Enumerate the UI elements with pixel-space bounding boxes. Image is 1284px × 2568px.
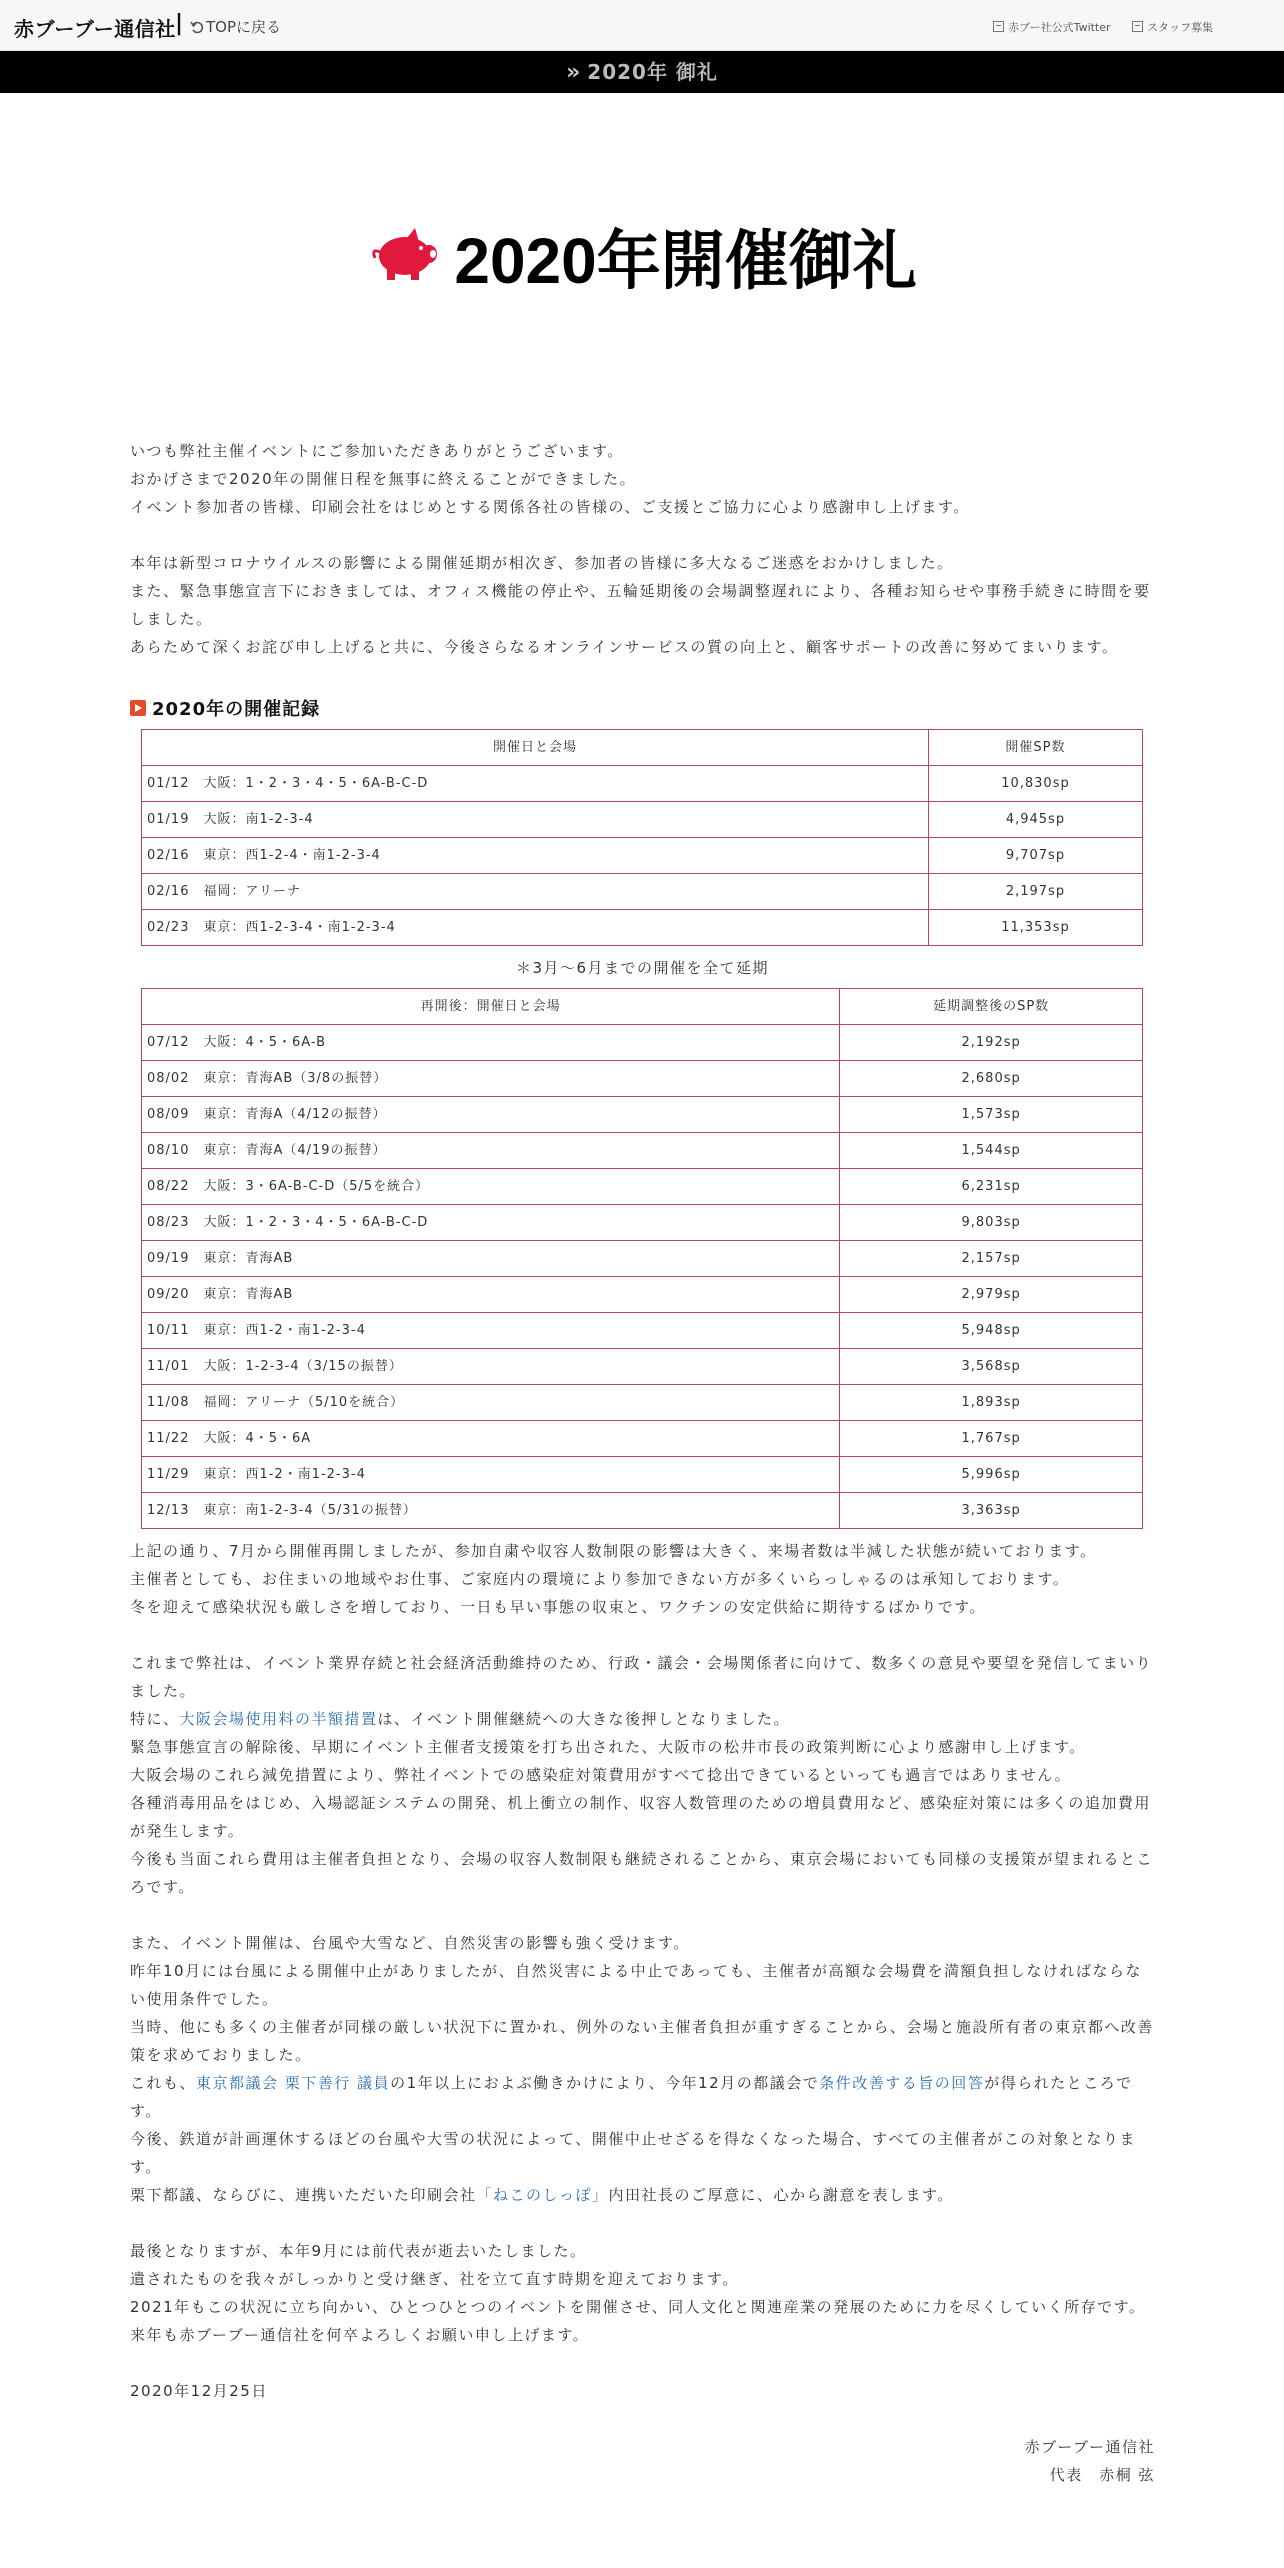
body-line [130,1705,1155,1733]
back-to-top-link[interactable] [190,16,281,37]
osaka-fee-link[interactable]: 大阪会場使用料の半額措置 [179,1710,378,1728]
table-row [142,1169,1143,1205]
table-row [142,1277,1143,1313]
section-heading-text: 2020年の開催記録 [152,699,321,720]
council-member-link[interactable]: 東京都議会 栗下善行 議員 [196,2074,391,2092]
body-line: 主催者としても、お住まいの地域やお仕事、ご家庭内の環境により参加できない方が多くいらっしゃるのは承知しております。 [130,1570,1070,1588]
undo-icon [190,20,204,34]
text-span: が得られたところです。 [130,2074,1133,2120]
venue-cell: 02/16 東京：西1-2-4・南1-2-3-4 [142,838,929,874]
sp-count-cell: 1,767sp [840,1421,1143,1457]
body-line: 遺されたものを我々がしっかりと受け継ぎ、社を立て直す時期を迎えております。 [130,2270,739,2288]
venue-cell: 08/22 大阪：3・6A-B-C-D（5/5を統合） [142,1169,840,1205]
sp-count-cell: 1,544sp [840,1133,1143,1169]
body-line: 当時、他にも多くの主催者が同様の厳しい状況下に置かれ、例外のない主催者負担が重すぎることから、会場と施設所有者の東京都へ改善策を求めておりました。 [130,2018,1154,2064]
table-row [142,1457,1143,1493]
body-line: 最後となりますが、本年9月には前代表が逝去いたしました。 [130,2242,587,2260]
body-line: これまで弊社は、イベント業界存続と社会経済活動維持のため、行政・議会・会場関係者に向けて、数多くの意見や要望を発信してまいりました。 [130,1654,1153,1700]
twitter-link-label: 赤ブー社公式Twitter [1008,21,1111,34]
body-line: 緊急事態宣言の解除後、早期にイベント主催者支援策を打ち出された、大阪市の松井市長の政策判断に心より感謝申し上げます。 [130,1738,1086,1756]
venue-cell: 11/08 福岡：アリーナ（5/10を統合） [142,1385,840,1421]
body-line [130,2069,1155,2125]
twitter-link[interactable] [993,19,1111,35]
postpone-note: ＊3月～6月までの開催を全て延期 [515,959,770,977]
staff-recruit-link[interactable] [1132,19,1213,35]
table-row [142,1097,1143,1133]
venue-cell: 02/23 東京：西1-2-3-4・南1-2-3-4 [142,910,929,946]
sp-count-cell: 2,680sp [840,1061,1143,1097]
main-content [130,437,1155,2489]
body-line: 2021年もこの状況に立ち向かい、ひとつひとつのイベントを開催させ、同人文化と関連産業の発展のために力を尽くしていく所存です。 [130,2298,1146,2316]
table-row [142,1493,1143,1529]
title-bar-text: 2020年 御礼 [587,60,718,84]
intro-line: あらためて深くお詫び申し上げると共に、今後さらなるオンラインサービスの質の向上と、顧客サポートの改善に努めてまいります。 [130,638,1119,656]
table-row [142,1421,1143,1457]
events-table [141,729,1143,946]
table-row [142,1205,1143,1241]
intro-line: イベント参加者の皆様、印刷会社をはじめとする関係各社の皆様の、ご支援とご協力に心より感謝申し上げます。 [130,498,970,516]
intro-line: いつも弊社主催イベントにご参加いただきありがとうございます。 [130,442,624,460]
body-line: 昨年10月には台風による開催中止がありましたが、自然災害による中止であっても、主催者が高額な会場費を満額負担しなければならない使用条件でした。 [130,1962,1142,2008]
double-chevron-icon: » [566,60,582,85]
venue-cell: 11/01 大阪：1-2-3-4（3/15の振替） [142,1349,840,1385]
brand-logo[interactable]: 赤ブーブー通信社 [14,17,176,41]
venue-cell: 07/12 大阪：4・5・6A-B [142,1025,840,1061]
representative: 代表 赤桐 弦 [1049,2466,1155,2484]
section-heading [130,695,1155,725]
venue-cell: 10/11 東京：西1-2・南1-2-3-4 [142,1313,840,1349]
venue-cell: 11/22 大阪：4・5・6A [142,1421,840,1457]
table-row [142,1025,1143,1061]
body-line: 冬を迎えて感染状況も厳しさを増しており、一日も早い事態の収束と、ワクチンの安定供給に期待するばかりです。 [130,1598,987,1616]
intro-line: おかげさまで2020年の開催日程を無事に終えることができました。 [130,470,637,488]
company-name: 赤ブーブー通信社 [1024,2438,1155,2456]
venue-cell: 11/29 東京：西1-2・南1-2-3-4 [142,1457,840,1493]
table-row [142,1349,1143,1385]
venue-cell: 08/23 大阪：1・2・3・4・5・6A-B-C-D [142,1205,840,1241]
text-span: は、イベント開催継続への大きな後押しとなりました。 [377,1710,791,1728]
sp-count-cell: 4,945sp [928,802,1142,838]
sp-count-cell: 6,231sp [840,1169,1143,1205]
table-row [142,802,1143,838]
venue-cell: 08/09 東京：青海A（4/12の振替） [142,1097,840,1133]
body-line: 上記の通り、7月から開催再開しましたが、参加自粛や収容人数制限の影響は大きく、来場者数は半減した状態が続いております。 [130,1542,1097,1560]
sp-count-cell: 5,996sp [840,1457,1143,1493]
date: 2020年12月25日 [130,2382,268,2400]
pig-icon [367,226,439,286]
text-span: 内田社長のご厚意に、心から謝意を表します。 [608,2186,954,2204]
table-header: 再開後：開催日と会場 [142,989,840,1025]
table-row [142,910,1143,946]
sp-count-cell: 5,948sp [840,1313,1143,1349]
venue-cell: 01/12 大阪：1・2・3・4・5・6A-B-C-D [142,766,929,802]
intro-line: また、緊急事態宣言下におきましては、オフィス機能の停止や、五輪延期後の会場調整遅れにより、各種お知らせや事務手続きに時間を要しました。 [130,582,1151,628]
text-span: の1年以上におよぶ働きかけにより、今年12月の都議会で [390,2074,820,2092]
venue-cell: 01/19 大阪：南1-2-3-4 [142,802,929,838]
sp-count-cell: 11,353sp [928,910,1142,946]
venue-cell: 08/02 東京：青海AB（3/8の振替） [142,1061,840,1097]
nekonoshippo-link[interactable]: 「ねこのしっぽ」 [476,2186,609,2204]
body-line: 各種消毒用品をはじめ、入場認証システムの開発、机上衝立の制作、収容人数管理のための増員費用など、感染症対策には多くの追加費用が発生します。 [130,1794,1151,1840]
sp-count-cell: 3,363sp [840,1493,1143,1529]
council-answer-link[interactable]: 条件改善する旨の回答 [819,2074,985,2092]
brand-separator: | [175,11,184,36]
sp-count-cell: 10,830sp [928,766,1142,802]
sp-count-cell: 2,157sp [840,1241,1143,1277]
page-title: 2020年開催御礼 [454,225,917,297]
text-span: 栗下都議、ならびに、連携いただいた印刷会社 [130,2186,477,2204]
table-header: 開催SP数 [928,730,1142,766]
external-link-icon [1132,21,1143,32]
body-line: 今後、鉄道が計画運休するほどの台風や大雪の状況によって、開催中止せざるを得なくなった場合、すべての主催者がこの対象となります。 [130,2130,1136,2176]
sp-count-cell: 2,197sp [928,874,1142,910]
sp-count-cell: 9,707sp [928,838,1142,874]
hero [0,210,1284,302]
sp-count-cell: 1,573sp [840,1097,1143,1133]
sp-count-cell: 3,568sp [840,1349,1143,1385]
body-line [130,2181,1155,2209]
venue-cell: 09/20 東京：青海AB [142,1277,840,1313]
table-row [142,766,1143,802]
venue-cell: 08/10 東京：青海A（4/19の振替） [142,1133,840,1169]
back-to-top-label: TOPに戻る [206,18,282,36]
table-row [142,874,1143,910]
body-line: また、イベント開催は、台風や大雪など、自然災害の影響も強く受けます。 [130,1934,690,1952]
table-header: 延期調整後のSP数 [840,989,1143,1025]
table-row [142,838,1143,874]
sp-count-cell: 2,192sp [840,1025,1143,1061]
sp-count-cell: 9,803sp [840,1205,1143,1241]
intro-line: 本年は新型コロナウイルスの影響による開催延期が相次ぎ、参加者の皆様に多大なるご迷惑をおかけしました。 [130,554,954,572]
body-line: 来年も赤ブーブー通信社を何卒よろしくお願い申し上げます。 [130,2326,590,2344]
table-header: 開催日と会場 [142,730,929,766]
venue-cell: 09/19 東京：青海AB [142,1241,840,1277]
sp-count-cell: 1,893sp [840,1385,1143,1421]
external-link-icon [993,21,1004,32]
table-row [142,1061,1143,1097]
resumed-events-table [141,988,1143,1529]
table-row [142,1241,1143,1277]
top-header [0,0,1284,51]
venue-cell: 12/13 東京：南1-2-3-4（5/31の振替） [142,1493,840,1529]
staff-recruit-label: スタッフ募集 [1147,21,1213,34]
venue-cell: 02/16 福岡：アリーナ [142,874,929,910]
play-marker-icon [130,700,146,716]
text-span: 特に、 [130,1710,180,1728]
sp-count-cell: 2,979sp [840,1277,1143,1313]
table-row [142,1313,1143,1349]
table-row [142,1385,1143,1421]
text-span: これも、 [130,2074,197,2092]
table-row [142,1133,1143,1169]
body-line: 今後も当面これら費用は主催者負担となり、会場の収容人数制限も継続されることから、東京会場においても同様の支援策が望まれるところです。 [130,1850,1154,1896]
title-bar [0,51,1284,93]
body-line: 大阪会場のこれら減免措置により、弊社イベントでの感染症対策費用がすべて捻出できているといっても過言ではありません。 [130,1766,1072,1784]
